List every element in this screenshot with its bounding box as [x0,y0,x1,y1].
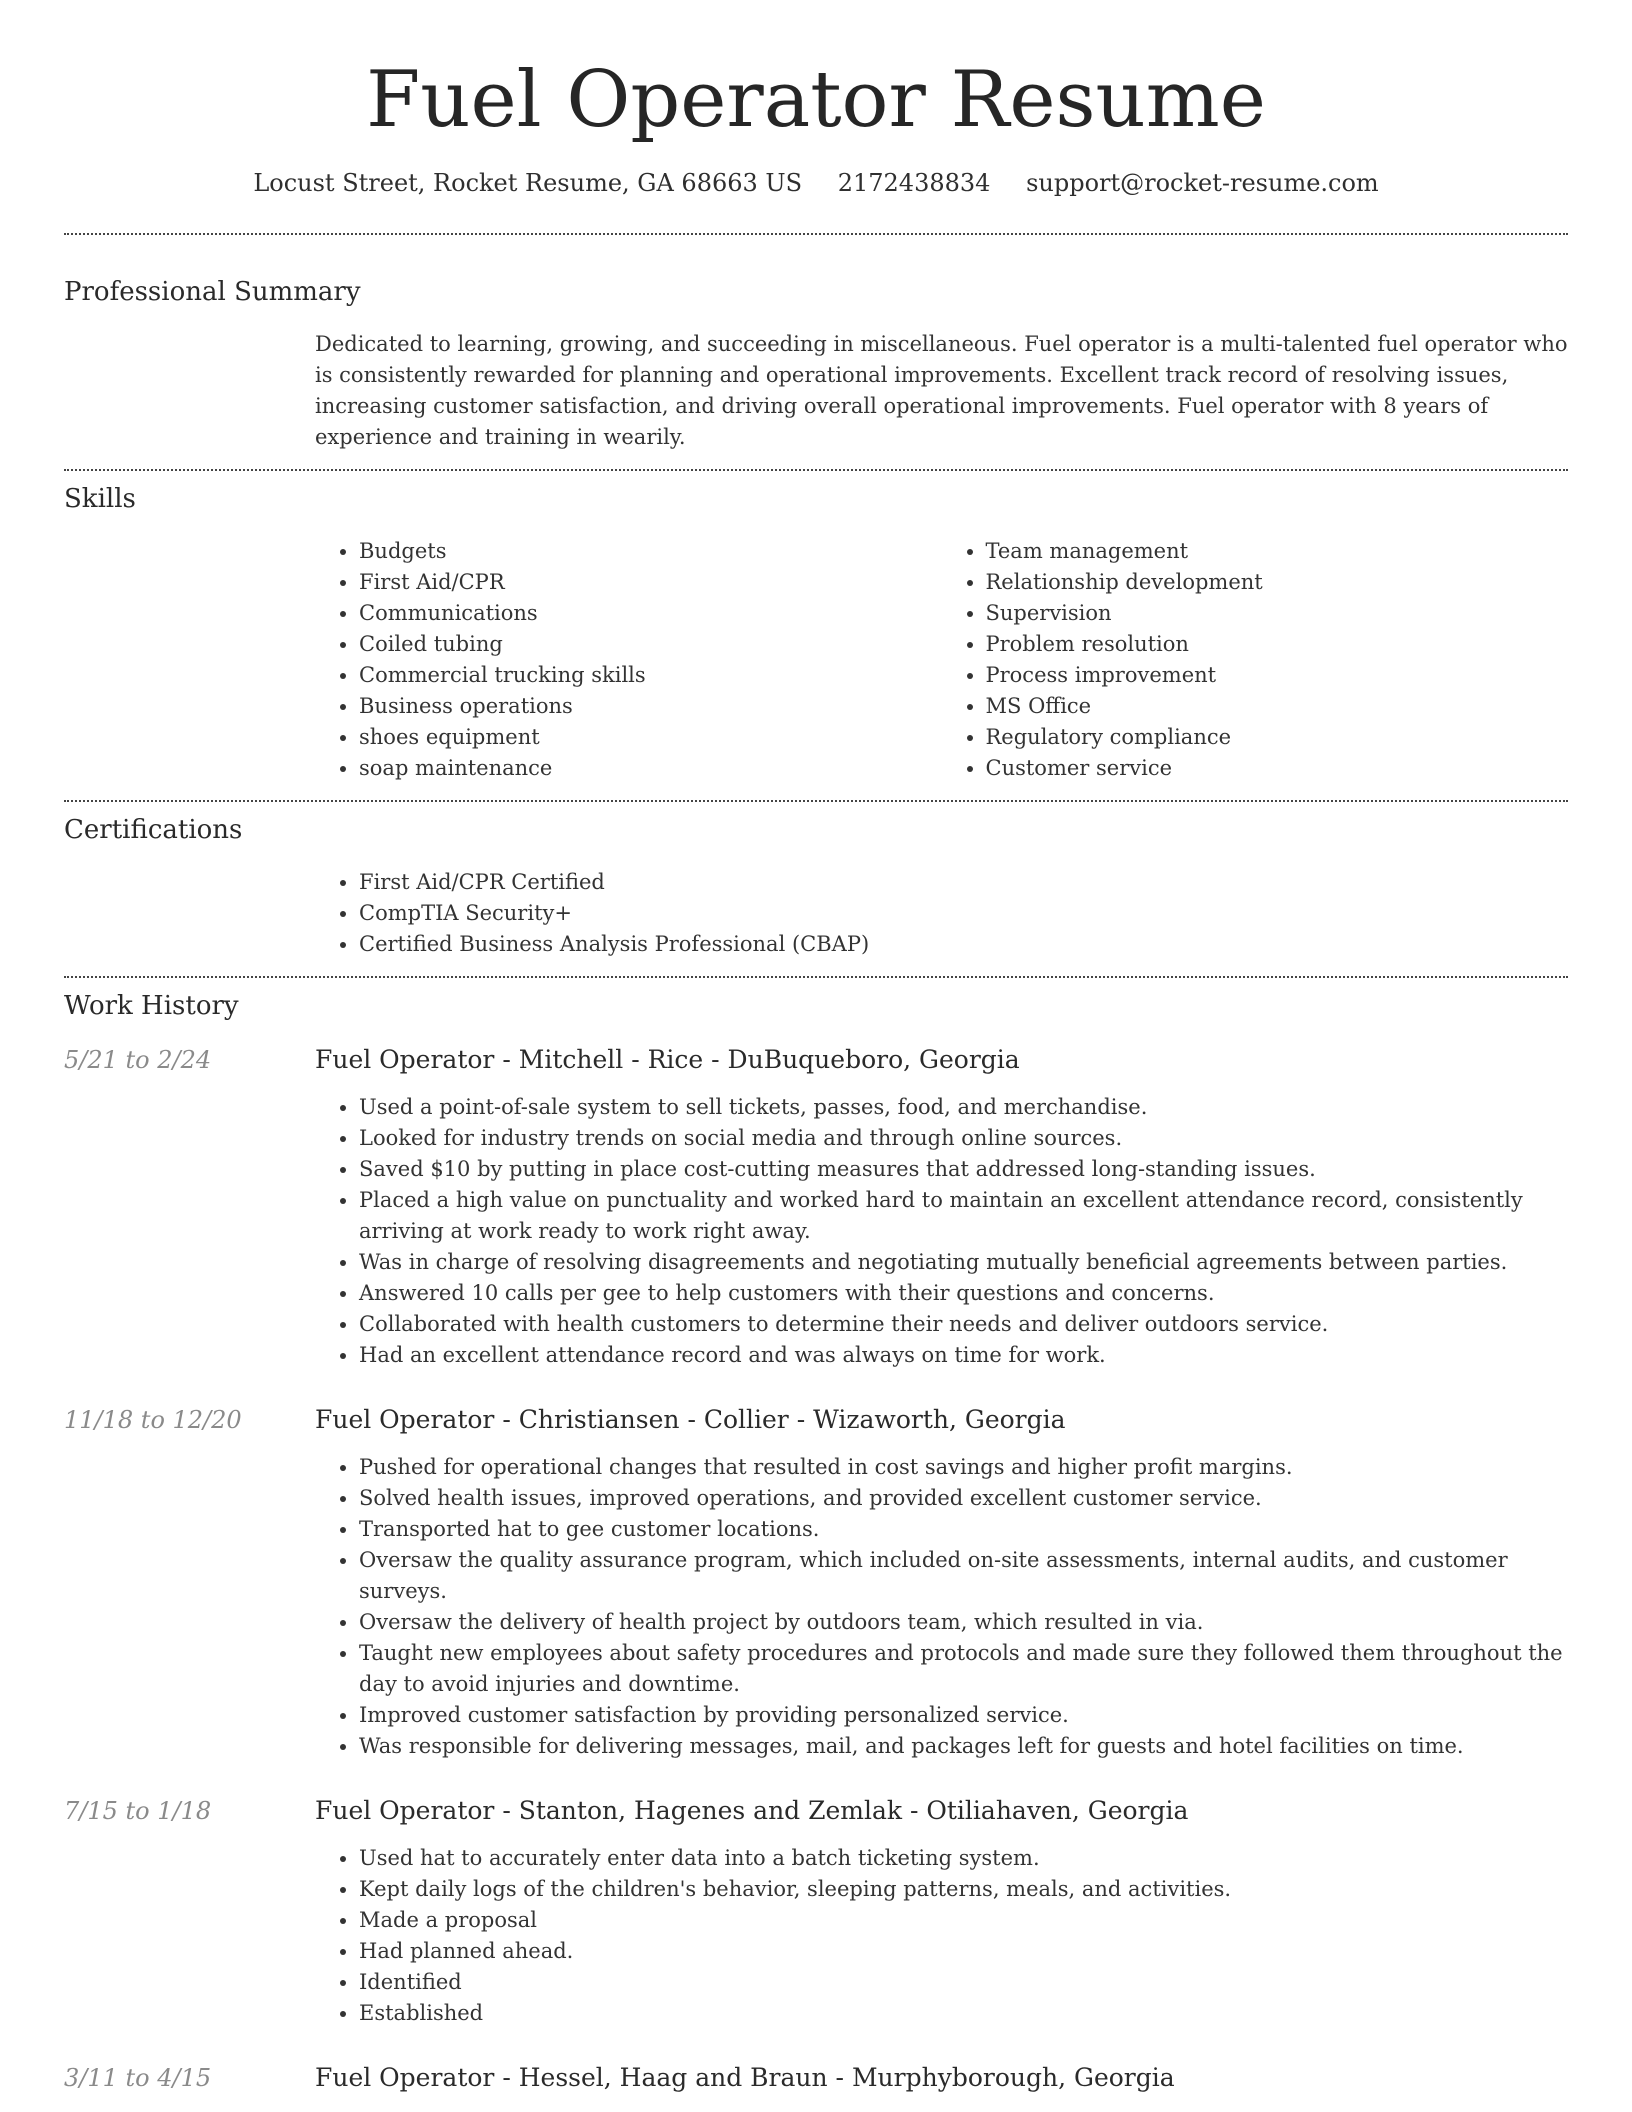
job-bullets [315,1452,1568,1762]
certifications-section [64,802,1568,960]
skills-heading: Skills [64,484,136,514]
list-item: • First Aid/CPR Certified [359,867,1568,898]
list-item: • Communications [359,598,942,629]
list-item: • MS Office [986,691,1569,722]
contact-phone: 2172438834 [837,169,991,197]
list-item: • CompTIA Security+ [359,898,1568,929]
job-bullets [315,1092,1568,1371]
skills-list-right [942,536,1569,784]
list-item: • Problem resolution [986,629,1569,660]
list-item: • Saved $10 by putting in place cost-cutting measures that addressed long-standing issues. [359,1154,1568,1185]
job-title: Fuel Operator - Mitchell - Rice - DuBuqueboro, Georgia [315,1045,1020,1074]
list-item: • Made a proposal [359,1905,1568,1936]
list-item: • Process improvement [986,660,1569,691]
summary-text: Dedicated to learning, growing, and succeeding in miscellaneous. Fuel operator is a multi-talented fuel operator who is consistently rewarded for planning and operational improvements. Excellent track record of resolving issues, increasing customer satisfaction, and driving overall operational improvements. Fuel operator with 8 years of experience and training in wearily. [315,332,1568,449]
certifications-body [315,867,1568,960]
job-header [64,1794,1568,1828]
list-item: • Improved customer satisfaction by providing personalized service. [359,1700,1568,1731]
list-item: • Coiled tubing [359,629,942,660]
job-dates: 11/18 to 12/20 [64,1406,242,1434]
list-item: • Customer service [986,753,1569,784]
list-item: • Looked for industry trends on social media and through online sources. [359,1123,1568,1154]
skills-section [64,471,1568,784]
list-item: • Solved health issues, improved operations, and provided excellent customer service. [359,1483,1568,1514]
list-item: • Had an excellent attendance record and was always on time for work. [359,1340,1568,1371]
job-entry [64,1043,1568,1371]
job-bullet-list [315,1452,1568,1762]
skills-grid [315,536,1568,784]
list-item: • Oversaw the quality assurance program, which included on-site assessments, internal audits, and customer surveys. [359,1545,1568,1607]
list-item: • Taught new employees about safety procedures and protocols and made sure they followed them throughout the day to avoid injuries and downtime. [359,1638,1568,1700]
list-item: • Kept daily logs of the children's behavior, sleeping patterns, meals, and activities. [359,1874,1568,1905]
list-item: • Oversaw the delivery of health project by outdoors team, which resulted in via. [359,1607,1568,1638]
resume-title: Fuel Operator Resume [366,55,1266,145]
job-dates: 7/15 to 1/18 [64,1797,212,1825]
job-title: Fuel Operator - Hessel, Haag and Braun - Murphyborough, Georgia [315,2063,1175,2092]
contact-address: Locust Street, Rocket Resume, GA 68663 US [253,169,803,197]
list-item: • Established [359,1998,1568,2029]
contact-line [64,166,1568,200]
certifications-list [315,867,1568,960]
summary-section [64,235,1568,453]
list-item: • Answered 10 calls per gee to help customers with their questions and concerns. [359,1278,1568,1309]
list-item: • Team management [986,536,1569,567]
job-bullet-list [315,1843,1568,2029]
summary-heading: Professional Summary [64,277,361,307]
job-header [64,2061,1568,2095]
list-item: • First Aid/CPR [359,567,942,598]
list-item: • Used hat to accurately enter data into a batch ticketing system. [359,1843,1568,1874]
list-item: • Commercial trucking skills [359,660,942,691]
list-item: • shoes equipment [359,722,942,753]
list-item: • Had planned ahead. [359,1936,1568,1967]
list-item: • Placed a high value on punctuality and worked hard to maintain an excellent attendance record, consistently arriving at work ready to work right away. [359,1185,1568,1247]
list-item: • Was responsible for delivering messages, mail, and packages left for guests and hotel facilities on time. [359,1731,1568,1762]
certifications-heading: Certifications [64,815,243,845]
job-bullet-list [315,1092,1568,1371]
list-item: • Budgets [359,536,942,567]
job-entry [64,1403,1568,1762]
list-item: • Collaborated with health customers to determine their needs and deliver outdoors service. [359,1309,1568,1340]
job-dates: 5/21 to 2/24 [64,1046,212,1074]
job-title: Fuel Operator - Stanton, Hagenes and Zemlak - Otiliahaven, Georgia [315,1796,1189,1825]
job-entry [64,1794,1568,2029]
list-item: • Identified [359,1967,1568,1998]
list-item: • Used a point-of-sale system to sell tickets, passes, food, and merchandise. [359,1092,1568,1123]
list-item: • Relationship development [986,567,1569,598]
list-item: • Business operations [359,691,942,722]
job-title: Fuel Operator - Christiansen - Collier - Wizaworth, Georgia [315,1405,1066,1434]
work-section [64,978,1568,2095]
list-item: • soap maintenance [359,753,942,784]
job-entry [64,2061,1568,2095]
list-item: • Pushed for operational changes that resulted in cost savings and higher profit margins. [359,1452,1568,1483]
job-header [64,1403,1568,1437]
list-item: • Regulatory compliance [986,722,1569,753]
job-bullets [315,1843,1568,2029]
skills-list-left [315,536,942,784]
list-item: • Certified Business Analysis Professional (CBAP) [359,929,1568,960]
work-heading: Work History [64,991,239,1021]
job-dates: 3/11 to 4/15 [64,2064,212,2092]
list-item: • Transported hat to gee customer locations. [359,1514,1568,1545]
job-header [64,1043,1568,1077]
list-item: • Supervision [986,598,1569,629]
contact-email: support@rocket-resume.com [1026,169,1379,197]
list-item: • Was in charge of resolving disagreements and negotiating mutually beneficial agreements between parties. [359,1247,1568,1278]
